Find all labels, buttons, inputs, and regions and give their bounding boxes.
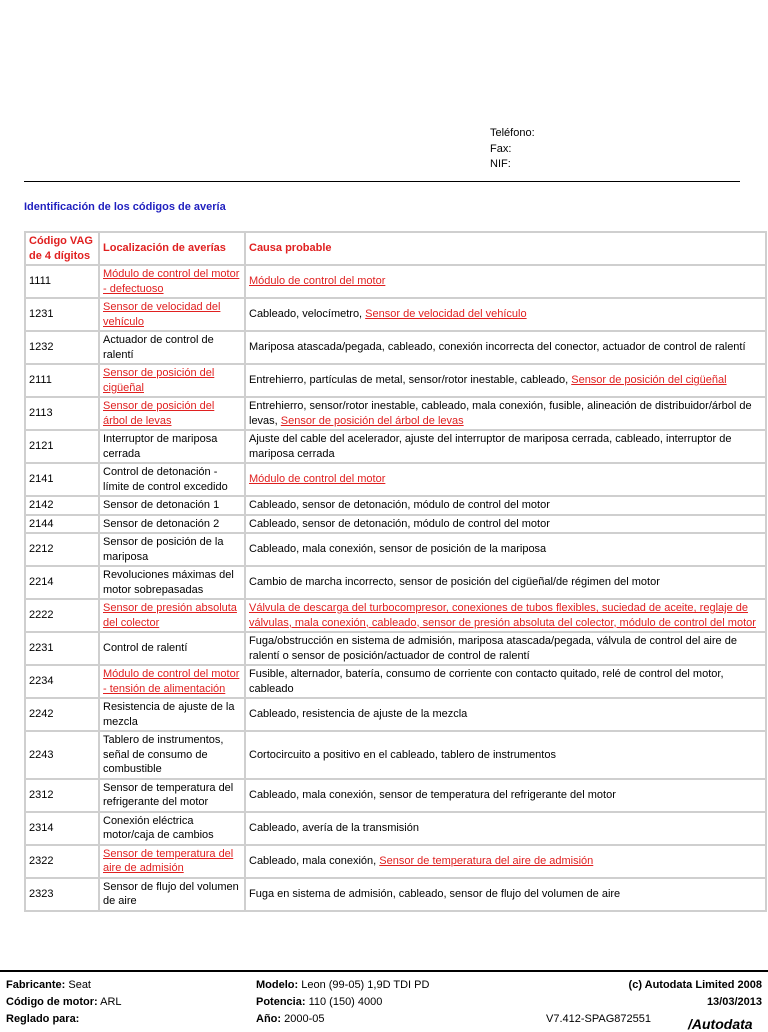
- table-row: [25, 599, 766, 632]
- table-row: [25, 430, 766, 463]
- location-cell: [99, 496, 245, 515]
- model-label: Modelo:: [256, 979, 299, 991]
- cause-text: Cableado, sensor de detonación, módulo de control del motor: [249, 517, 550, 530]
- cause-text: Cableado, avería de la transmisión: [249, 821, 419, 834]
- location-cell: [99, 265, 245, 298]
- footer-manufacturer: [6, 979, 91, 991]
- cause-cell: [245, 533, 766, 566]
- fault-code-cell: 2144: [25, 515, 99, 534]
- table-row: [25, 533, 766, 566]
- table-row: [25, 812, 766, 845]
- table-row: [25, 298, 766, 331]
- table-row: [25, 566, 766, 599]
- table-row: [25, 845, 766, 878]
- fault-code-cell: 2141: [25, 463, 99, 496]
- fault-code-cell: 2231: [25, 632, 99, 665]
- cause-cell: [245, 845, 766, 878]
- fault-code-cell: 2113: [25, 397, 99, 430]
- location-text: Sensor de detonación 2: [103, 517, 220, 530]
- power-label: Potencia:: [256, 996, 306, 1008]
- fault-code-cell: 1111: [25, 265, 99, 298]
- cause-text: Cortocircuito a positivo en el cableado, tablero de instrumentos: [249, 748, 556, 761]
- cause-cell: [245, 298, 766, 331]
- location-text: Conexión eléctrica motor/caja de cambios: [103, 814, 214, 841]
- location-cell: [99, 397, 245, 430]
- power-value: 110 (150) 4000: [308, 996, 383, 1008]
- footer-model: [256, 979, 429, 991]
- fault-code-cell: 2242: [25, 698, 99, 731]
- location-cell: [99, 878, 245, 911]
- location-cell: [99, 599, 245, 632]
- location-cell: [99, 566, 245, 599]
- location-text: Control de detonación - límite de control excedido: [103, 466, 228, 493]
- table-row: [25, 731, 766, 779]
- location-cell: [99, 779, 245, 812]
- engine-code-label: Código de motor:: [6, 996, 98, 1008]
- cause-cell: [245, 397, 766, 430]
- phone-label: Teléfono:: [490, 127, 535, 139]
- location-text: Actuador de control de ralentí: [103, 334, 214, 361]
- cause-cell: [245, 364, 766, 397]
- location-cell: [99, 533, 245, 566]
- location-link[interactable]: Sensor de posición del árbol de levas: [103, 400, 215, 427]
- cause-cell: [245, 779, 766, 812]
- cause-cell: [245, 515, 766, 534]
- location-cell: [99, 632, 245, 665]
- table-row: [25, 331, 766, 364]
- location-text: Sensor de posición de la mariposa: [103, 536, 224, 563]
- cause-cell: [245, 331, 766, 364]
- footer: [0, 970, 768, 1032]
- table-header-row: [25, 232, 766, 265]
- cause-text: Mariposa atascada/pegada, cableado, conexión incorrecta del conector, actuador de control de ralentí: [249, 341, 746, 354]
- location-link[interactable]: Sensor de posición del cigüeñal: [103, 367, 215, 394]
- footer-power: [256, 996, 382, 1008]
- fault-code-cell: 2243: [25, 731, 99, 779]
- location-cell: [99, 430, 245, 463]
- header-code: Código VAG de 4 dígitos: [25, 232, 99, 265]
- cause-text: Cableado, resistencia de ajuste de la mezcla: [249, 708, 468, 721]
- header-divider: [24, 181, 740, 182]
- footer-engine-code: [6, 996, 122, 1008]
- contact-block: [490, 126, 535, 173]
- cause-cell: [245, 812, 766, 845]
- fault-code-table: [24, 231, 767, 912]
- cause-text: Cableado, mala conexión, sensor de posición de la mariposa: [249, 543, 547, 556]
- cause-text: Fuga en sistema de admisión, cableado, sensor de flujo del volumen de aire: [249, 887, 621, 900]
- cause-text: Cableado, velocímetro,: [249, 308, 366, 321]
- copyright-text: (c) Autodata Limited 2008: [628, 979, 762, 991]
- section-title: Identificación de los códigos de avería: [24, 201, 226, 213]
- fault-code-cell: 1232: [25, 331, 99, 364]
- location-link[interactable]: Sensor de presión absoluta del colector: [103, 602, 237, 629]
- location-text: Sensor de detonación 1: [103, 499, 220, 511]
- cause-cell: [245, 430, 766, 463]
- footer-year: [256, 1013, 324, 1025]
- location-cell: [99, 731, 245, 779]
- cause-text: Cambio de marcha incorrecto, sensor de posición del cigüeñal/de régimen del motor: [249, 576, 660, 589]
- cause-link[interactable]: Sensor de posición del árbol de levas: [280, 414, 464, 427]
- fault-code-cell: 1231: [25, 298, 99, 331]
- footer-set-for: [6, 1013, 79, 1025]
- cause-cell: [245, 665, 766, 698]
- fault-code-cell: 2314: [25, 812, 99, 845]
- location-cell: [99, 463, 245, 496]
- table-row: [25, 265, 766, 298]
- cause-cell: [245, 599, 766, 632]
- fault-code-cell: 2312: [25, 779, 99, 812]
- location-cell: [99, 298, 245, 331]
- engine-code-value: ARL: [100, 996, 122, 1008]
- year-label: Año:: [256, 1013, 282, 1025]
- fault-code-cell: 2212: [25, 533, 99, 566]
- cause-link[interactable]: Sensor de velocidad del vehículo: [365, 308, 527, 321]
- table-body: [25, 265, 766, 911]
- fault-code-cell: 2142: [25, 496, 99, 515]
- fault-code-cell: 2234: [25, 665, 99, 698]
- manufacturer-label: Fabricante:: [6, 979, 66, 991]
- location-text: Resistencia de ajuste de la mezcla: [103, 701, 235, 728]
- location-text: Control de ralentí: [103, 642, 188, 655]
- fault-code-cell: 2111: [25, 364, 99, 397]
- fault-code-cell: 2121: [25, 430, 99, 463]
- table-row: [25, 632, 766, 665]
- table-row: [25, 463, 766, 496]
- cause-text: Cableado, sensor de detonación, módulo de control del motor: [249, 499, 550, 511]
- header-location: Localización de averías: [99, 232, 245, 265]
- fault-code-cell: 2322: [25, 845, 99, 878]
- cause-link[interactable]: Módulo de control del motor: [249, 275, 386, 288]
- cause-link[interactable]: Sensor de temperatura del aire de admisión: [379, 854, 594, 867]
- location-link[interactable]: Sensor de velocidad del vehículo: [103, 301, 221, 328]
- table-row: [25, 496, 766, 515]
- location-cell: [99, 812, 245, 845]
- cause-link[interactable]: Sensor de posición del cigüeñal: [571, 374, 727, 387]
- cause-text: Fuga/obstrucción en sistema de admisión, mariposa atascada/pegada, válvula de control del aire de ralentí o sensor de posición/actuador de control de ralentí: [249, 635, 737, 662]
- cause-text: Cableado, mala conexión,: [249, 854, 380, 867]
- nif-label: NIF:: [490, 158, 511, 170]
- location-link[interactable]: Módulo de control del motor - tensión de alimentación: [103, 668, 240, 695]
- cause-link[interactable]: Válvula de descarga del turbocompresor, conexiones de tubos flexibles, suciedad de aceite, reglaje de válvulas, mala conexión, cableado, sensor de presión absoluta del colector, módulo de control del motor: [249, 602, 756, 629]
- table-row: [25, 364, 766, 397]
- document-id: V7.412-SPAG872551: [546, 1013, 651, 1025]
- fault-code-cell: 2214: [25, 566, 99, 599]
- manufacturer-value: Seat: [68, 979, 91, 991]
- cause-cell: [245, 698, 766, 731]
- location-text: Sensor de flujo del volumen de aire: [103, 880, 239, 907]
- cause-text: Entrehierro, sensor/rotor inestable, cableado, mala conexión, fusible, alineación de distribuidor/árbol de levas,: [249, 400, 752, 427]
- year-value: 2000-05: [284, 1013, 325, 1025]
- location-cell: [99, 845, 245, 878]
- cause-text: Entrehierro, partículas de metal, sensor/rotor inestable, cableado,: [249, 374, 572, 387]
- table-row: [25, 698, 766, 731]
- location-link[interactable]: Módulo de control del motor - defectuoso: [103, 268, 240, 295]
- fault-code-cell: 2323: [25, 878, 99, 911]
- table-row: [25, 779, 766, 812]
- table-row: [25, 878, 766, 911]
- cause-cell: [245, 496, 766, 515]
- table-row: [25, 515, 766, 534]
- table-row: [25, 665, 766, 698]
- set-for-label: Reglado para:: [6, 1013, 80, 1025]
- cause-cell: [245, 265, 766, 298]
- table-row: [25, 397, 766, 430]
- location-cell: [99, 698, 245, 731]
- cause-cell: [245, 566, 766, 599]
- location-text: Tablero de instrumentos, señal de consumo de combustible: [103, 734, 224, 775]
- fault-code-cell: 2222: [25, 599, 99, 632]
- cause-text: Cableado, mala conexión, sensor de temperatura del refrigerante del motor: [249, 788, 616, 801]
- location-text: Revoluciones máximas del motor sobrepasadas: [103, 569, 234, 596]
- cause-link[interactable]: Módulo de control del motor: [249, 473, 386, 486]
- cause-cell: [245, 632, 766, 665]
- cause-cell: [245, 463, 766, 496]
- print-date: 13/03/2013: [706, 996, 762, 1008]
- location-cell: [99, 331, 245, 364]
- cause-text: Fusible, alternador, batería, consumo de corriente con contacto quitado, relé de control del motor, cableado: [249, 668, 724, 695]
- location-link[interactable]: Sensor de temperatura del aire de admisión: [103, 847, 234, 874]
- model-value: Leon (99-05) 1,9D TDI PD: [301, 979, 430, 991]
- location-text: Sensor de temperatura del refrigerante del motor: [103, 781, 234, 808]
- autodata-logo: /Autodata: [688, 1016, 753, 1032]
- fax-label: Fax:: [490, 142, 512, 155]
- location-text: Interruptor de mariposa cerrada: [103, 433, 218, 460]
- cause-cell: [245, 731, 766, 779]
- location-cell: [99, 515, 245, 534]
- location-cell: [99, 364, 245, 397]
- cause-cell: [245, 878, 766, 911]
- location-cell: [99, 665, 245, 698]
- header-cause: Causa probable: [245, 232, 766, 265]
- cause-text: Ajuste del cable del acelerador, ajuste del interruptor de mariposa cerrada, cableado, interruptor de mariposa cerrada: [249, 433, 732, 460]
